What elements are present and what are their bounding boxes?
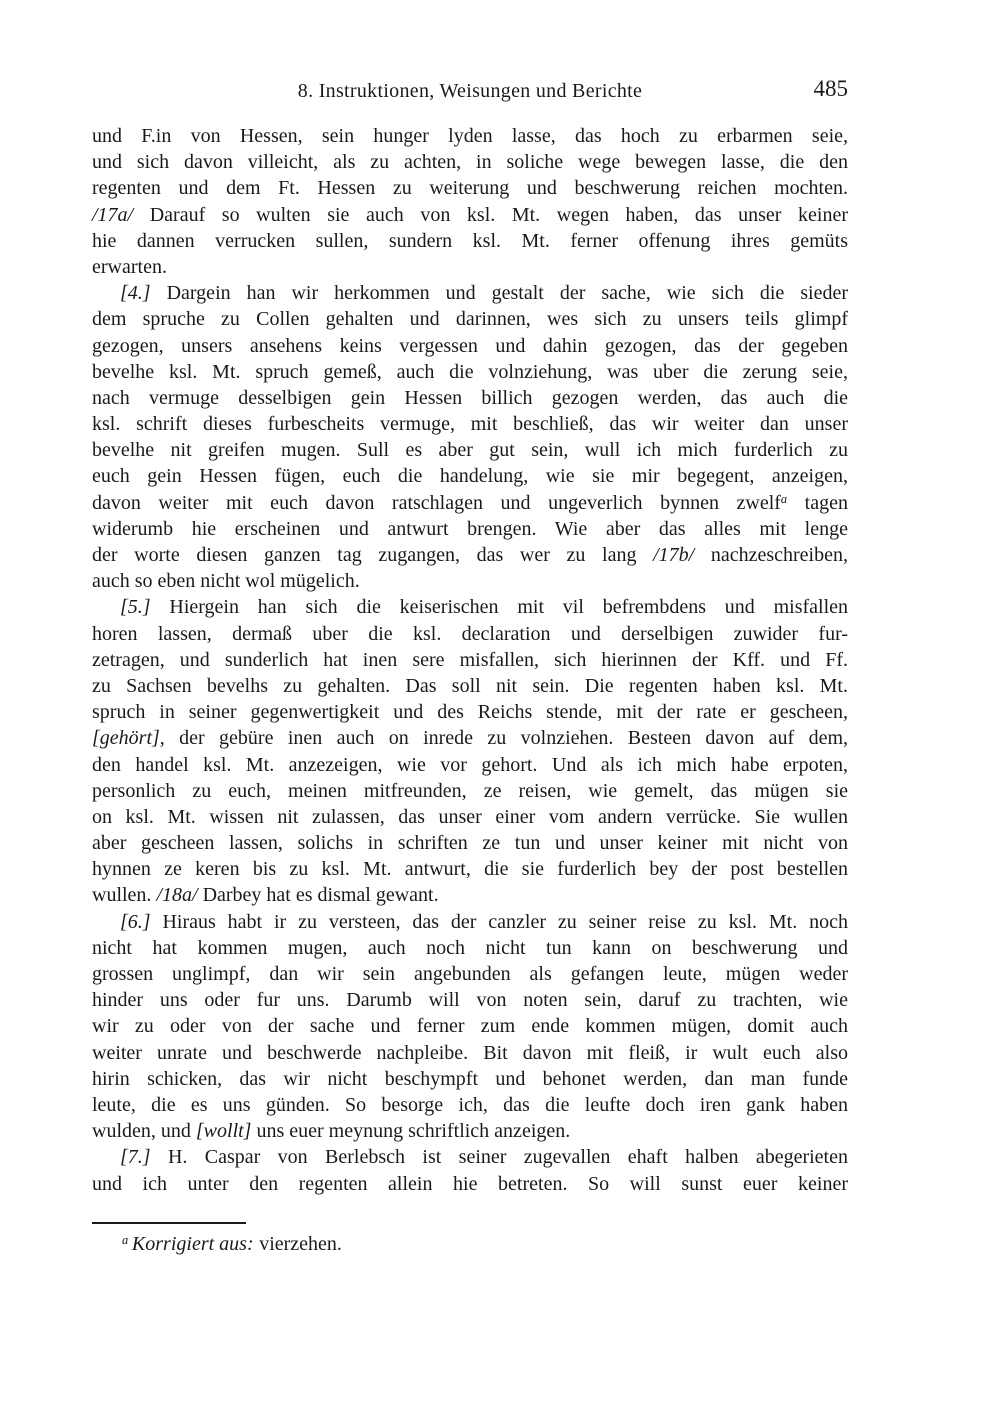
text-line: zu Sachsen bevelhs zu gehalten. Das soll nit sein. Die regenten haben ksl. Mt.	[92, 674, 848, 697]
text-line: der worte diesen ganzen tag zugangen, das wer zu lang /17b/ nachzeschreiben,	[92, 544, 848, 566]
footnote-marker: a	[122, 1233, 129, 1248]
text-line: gezogen, unsers ansehens keins vergessen und dahin gezogen, das der gegeben	[92, 334, 848, 357]
text-line: auch so eben nicht wol mügelich.	[92, 570, 360, 593]
text-line: [6.] Hiraus habt ir zu versteen, das der canzler zu seiner reise zu ksl. Mt. noch	[120, 910, 848, 933]
text-line: zetragen, und sunderlich hat inen sere misfallen, sich hierinnen der Kff. und Ff.	[92, 648, 848, 671]
text-line: [4.] Dargein han wir herkommen und gestalt der sache, wie sich die sieder	[120, 282, 848, 305]
text-line: dem spruche zu Collen gehalten und darinnen, wes sich zu unsers teils glimpf	[92, 308, 848, 331]
footnote	[92, 1231, 848, 1257]
text-line: leute, die es uns günden. So besorge ich, das die leufte doch iren gank haben	[92, 1093, 848, 1116]
text-line: spruch in seiner gegenwertigkeit und des Reichs stende, mit der rate er gescheen,	[92, 701, 848, 724]
footnote-separator-rule	[92, 1222, 246, 1224]
text-line: und sich davon villeicht, als zu achten, in soliche wege bewegen lasse, die den	[92, 151, 848, 174]
text-line: horen lassen, dermaß uber die ksl. declaration und derselbigen zuwider fur-	[92, 622, 848, 645]
text-line: [7.] H. Caspar von Berlebsch ist seiner zugevallen ehaft halben abegerieten	[120, 1146, 848, 1169]
text-line: weiter unrate und beschwerde nachpleibe. Bit davon mit fleiß, ir wult euch also	[92, 1041, 848, 1064]
text-line: nach vermuge desselbigen gein Hessen billich gezogen werden, das auch die	[92, 386, 848, 409]
text-line: euch gein Hessen fügen, euch die handelung, wie sie mir begegent, anzeigen,	[92, 465, 848, 488]
text-line: erwarten.	[92, 255, 167, 278]
text-line: davon weiter mit euch davon ratschlagen und ungeverlich bynnen zwelf$^a$ tagen	[92, 491, 848, 514]
page-number: 485	[813, 76, 848, 101]
text-line: und F.in von Hessen, sein hunger lyden lasse, das hoch zu erbarmen seie,	[92, 125, 848, 147]
text-line: aber gescheen lassen, solichs in schriften ze tun und unser keiner mit nicht von	[92, 832, 848, 855]
footnote-source-label: Korrigiert aus:	[131, 1233, 254, 1255]
text-line: hirin schicken, das wir nicht beschympft und behonet werden, dan man funde	[92, 1067, 848, 1090]
footnote-value: vierzehen.	[259, 1233, 342, 1255]
text-line: widerumb hie erscheinen und antwurt brengen. Wie aber das alles mit lenge	[92, 517, 848, 540]
text-line: und ich unter den regenten allein hie betreten. So will sunst euer keiner	[92, 1172, 848, 1195]
text-line: hynnen ze keren bis zu ksl. Mt. antwurt, die sie furderlich bey der post bestellen	[92, 858, 848, 881]
text-line: wir zu oder von der sache und ferner zum ende kommen mügen, domit auch	[92, 1015, 848, 1038]
text-line: regenten und dem Ft. Hessen zu weiterung und beschwerung reichen mochten.	[92, 177, 848, 200]
text-line: personlich zu euch, meinen mitfreunden, ze reisen, wie gemelt, das mügen sie	[92, 779, 848, 802]
running-header-title: 8. Instruktionen, Weisungen und Berichte	[297, 80, 643, 102]
text-line: /17a/ Darauf so wulten sie auch von ksl. Mt. wegen haben, das unser keiner	[92, 203, 848, 226]
text-line: grossen unglimpf, dan wir sein angebunden als gefangen leute, mügen weder	[92, 963, 848, 985]
text-line: bevelhe nit greifen mugen. Sull es aber gut sein, wull ich mich furderlich zu	[92, 439, 848, 462]
text-line: nicht hat kommen mugen, auch noch nicht tun kann on beschwerung und	[92, 936, 848, 959]
text-line: den handel ksl. Mt. anzezeigen, wie vor gehort. Und als ich mich habe erpoten,	[92, 753, 848, 776]
text-line: hie dannen verrucken sullen, sundern ksl. Mt. ferner offenung ihres gemüts	[92, 229, 848, 252]
text-line: wullen. /18a/ Darbey hat es dismal gewant.	[92, 884, 439, 907]
text-line: hinder uns oder fur uns. Darumb will von noten sein, daruf zu trachten, wie	[92, 989, 848, 1012]
text-line: [gehört], der gebüre inen auch on inrede zu volnziehen. Besteen davon auf dem,	[92, 727, 848, 750]
text-line: wulden, und [wollt] uns euer meynung schriftlich anzeigen.	[92, 1120, 571, 1143]
running-header	[92, 76, 848, 110]
text-line: ksl. schrift dieses furbescheits vermuge, mit beschließ, das wir weiter dan unser	[92, 413, 848, 436]
text-line: bevelhe ksl. Mt. spruch gemeß, auch die volnziehung, was uber die zerung seie,	[92, 360, 848, 383]
body-text	[92, 123, 848, 1197]
text-line: on ksl. Mt. wissen nit zulassen, das unser einer vom andern verrücke. Sie wullen	[92, 805, 848, 828]
text-line: [5.] Hiergein han sich die keiserischen mit vil befrembdens und misfallen	[120, 596, 848, 619]
